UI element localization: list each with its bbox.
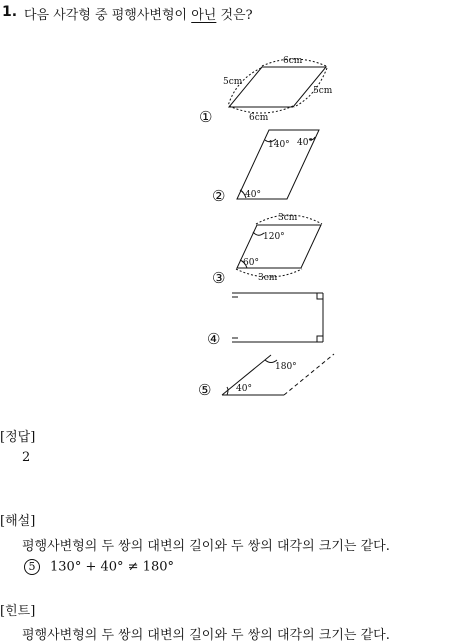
answer-label: [정답] (0, 430, 36, 445)
choice-2-marker: ② (212, 187, 226, 205)
f1-bottom-label: 6cm (249, 113, 269, 123)
f3-angle-bottom: 60° (243, 258, 259, 268)
f3-angle-top: 120° (263, 232, 285, 242)
question-text-after: 것은? (216, 8, 253, 23)
f1-left-label: 5cm (223, 77, 243, 87)
f2-angle-bottom-left: 40° (245, 190, 261, 200)
answer-value: 2 (22, 450, 31, 465)
question-number: 1. (2, 4, 18, 20)
f3-top-label: 3cm (278, 213, 298, 223)
f1-right-label: 5cm (313, 86, 333, 96)
explanation-formula-line (24, 559, 174, 575)
hint-text: 평행사변형의 두 쌍의 대변의 길이와 두 쌍의 대각의 크기는 같다. (22, 628, 390, 643)
choice-5-marker: ⑤ (198, 381, 212, 399)
f5-angle-bottom: 40° (236, 384, 252, 394)
question-text-before: 다음 사각형 중 평행사변형이 (24, 8, 192, 23)
choice-1-marker: ① (199, 108, 213, 126)
f2-angle-top-left: 140° (268, 140, 290, 150)
explanation-choice-marker: 5 (24, 559, 40, 575)
explanation-label: [해설] (0, 514, 36, 529)
question-underlined-word: 아닌 (191, 8, 217, 23)
explanation-formula: 130° + 40° ≠ 180° (50, 559, 174, 575)
choice-4-marker: ④ (207, 330, 221, 348)
f1-top-label: 6cm (283, 56, 303, 66)
hint-label: [힌트] (0, 604, 36, 619)
f2-angle-top-right: 40° (297, 138, 313, 148)
figure-4-rectangle (232, 293, 323, 342)
f5-angle-top: 180° (275, 362, 297, 372)
explanation-text: 평행사변형의 두 쌍의 대변의 길이와 두 쌍의 대각의 크기는 같다. (22, 539, 390, 554)
choice-3-marker: ③ (212, 269, 226, 287)
f3-bottom-label: 3cm (258, 273, 278, 283)
